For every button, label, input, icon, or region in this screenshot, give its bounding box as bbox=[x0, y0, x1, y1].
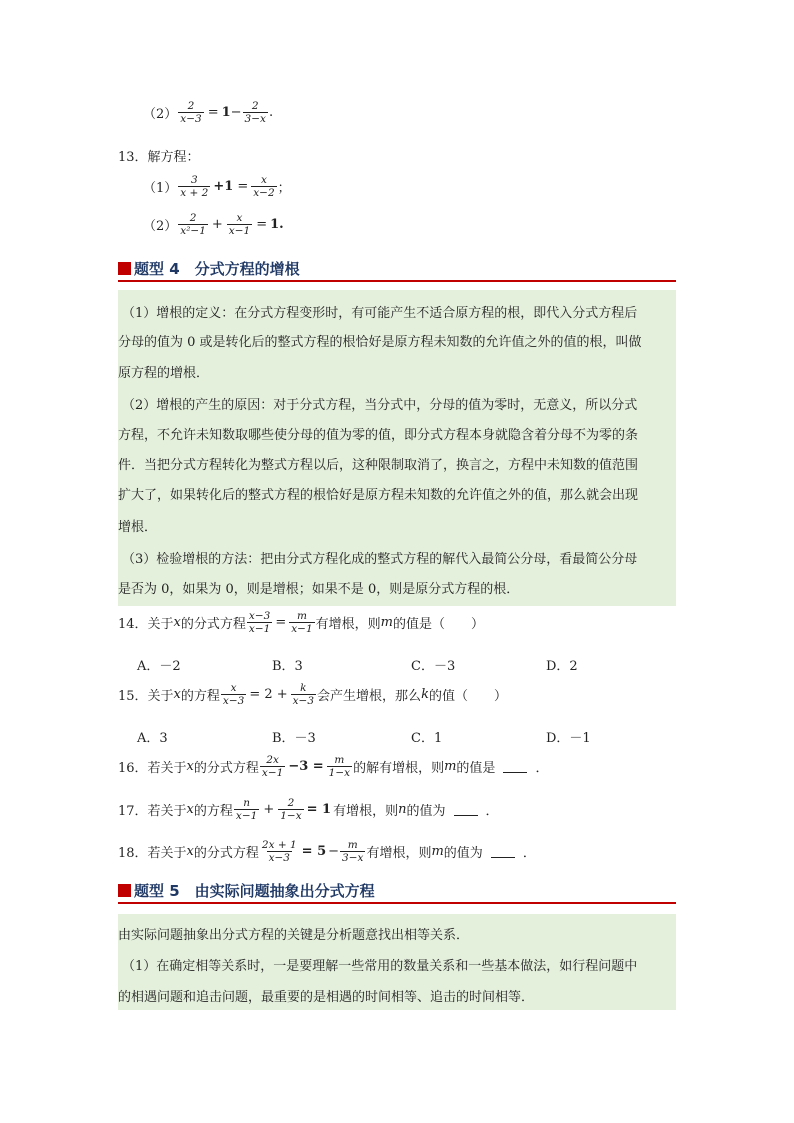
equals-one: = 1 bbox=[306, 802, 332, 818]
q13-part2-label: （2） bbox=[143, 219, 178, 235]
fraction-denominator: x²−1 bbox=[180, 225, 206, 238]
fraction-numerator: n bbox=[243, 797, 250, 809]
minus-three-equals: −3 = bbox=[288, 759, 324, 775]
question-16 bbox=[118, 754, 548, 779]
equals-sign: = bbox=[237, 179, 249, 195]
equals-two-plus: = 2 + bbox=[249, 687, 288, 703]
box-line: 分母的值为 0 或是转化后的整式方程的根恰好是原方程未知数的允许值之外的值的根，叫做 bbox=[118, 335, 642, 350]
box-line: 扩大了，如果转化后的整式方程的根恰好是原方程未知数的允许值之外的值，那么就会出现 bbox=[118, 488, 639, 503]
q15-text: 会产生增根，那么 bbox=[317, 689, 422, 705]
fraction-numerator: 2 bbox=[287, 797, 295, 809]
equals-five: = 5 bbox=[301, 844, 327, 860]
q15-fraction-1 bbox=[221, 682, 246, 707]
semicolon: ； bbox=[277, 181, 291, 197]
q15-text: 15．关于 bbox=[118, 689, 174, 705]
section-5-header bbox=[118, 880, 676, 904]
plus-sign: + bbox=[263, 802, 275, 818]
q18-fraction-2 bbox=[340, 839, 365, 864]
q16-text: 的解有增根，则 bbox=[353, 761, 445, 777]
q12-fraction-right bbox=[243, 100, 268, 125]
section-4-title: 题型 4 分式方程的增根 bbox=[134, 260, 300, 278]
period: ． bbox=[522, 846, 536, 862]
q14-fraction-1 bbox=[247, 610, 272, 635]
fraction-numerator: 2x bbox=[266, 754, 279, 766]
period: ． bbox=[485, 804, 499, 820]
question-17 bbox=[118, 797, 499, 822]
period: . bbox=[279, 217, 284, 233]
question-13-title: 13．解方程： bbox=[118, 150, 200, 165]
q15-option-c[interactable]: C．1 bbox=[411, 731, 443, 746]
period: . bbox=[268, 105, 274, 121]
q18-text: 的分式方程 bbox=[193, 846, 259, 862]
fraction-denominator: 3−x bbox=[244, 113, 266, 126]
q14-text: 有增根，则 bbox=[315, 617, 381, 633]
box-line: （3）检验增根的方法：把由分式方程化成的整式方程的解代入最简公分母，看最简公分母 bbox=[122, 552, 638, 567]
red-square-icon bbox=[118, 884, 131, 897]
var-x: x bbox=[186, 802, 194, 818]
q17-text: 有增根，则 bbox=[333, 804, 399, 820]
answer-blank[interactable] bbox=[503, 760, 527, 773]
fraction-denominator: x−1 bbox=[261, 767, 284, 780]
fraction-numerator: x−3 bbox=[248, 610, 271, 622]
var-x: x bbox=[186, 844, 194, 860]
fraction-denominator: 1−x bbox=[280, 810, 302, 823]
q13-part1 bbox=[143, 174, 291, 199]
q15-option-a[interactable]: A．3 bbox=[137, 731, 168, 746]
section-5-explanation-box bbox=[118, 914, 676, 1010]
box-line: 原方程的增根． bbox=[118, 366, 210, 381]
equals-sign: = bbox=[207, 105, 219, 121]
q15-option-d[interactable]: D．－1 bbox=[546, 731, 591, 746]
q14-fraction-2 bbox=[289, 610, 314, 635]
q14-text: 14．关于 bbox=[118, 617, 174, 633]
fraction-denominator: 3−x bbox=[342, 852, 364, 865]
var-k: k bbox=[421, 687, 429, 703]
q14-option-b[interactable]: B．3 bbox=[272, 659, 303, 674]
q13p2-fraction-1 bbox=[178, 212, 208, 237]
q14-option-a[interactable]: A．－2 bbox=[137, 659, 181, 674]
q18-text: 有增根，则 bbox=[366, 846, 432, 862]
fraction-numerator: m bbox=[296, 610, 307, 622]
var-x: x bbox=[186, 759, 194, 775]
var-m: m bbox=[380, 615, 393, 631]
q14-option-c[interactable]: C．－3 bbox=[411, 659, 456, 674]
equals-sign: = bbox=[256, 217, 268, 233]
q18-text: 的值为 bbox=[443, 846, 483, 862]
plus-sign: + bbox=[211, 217, 223, 233]
var-m: m bbox=[431, 844, 444, 860]
answer-blank[interactable] bbox=[454, 803, 478, 816]
q13p1-fraction-2 bbox=[251, 174, 276, 199]
q16-fraction-1 bbox=[260, 754, 285, 779]
fraction-numerator: m bbox=[347, 839, 358, 851]
number-one: 1 bbox=[221, 105, 231, 121]
q17-text: 的方程 bbox=[193, 804, 233, 820]
q18-text: 18．若关于 bbox=[118, 846, 187, 862]
fraction-denominator: x−3 bbox=[292, 695, 315, 708]
equals-sign: = bbox=[275, 615, 287, 631]
q12-fraction-left bbox=[178, 100, 203, 125]
var-n: n bbox=[398, 802, 407, 818]
var-m: m bbox=[444, 759, 457, 775]
q18-fraction-1 bbox=[260, 839, 299, 864]
q13p2-fraction-2 bbox=[227, 212, 252, 237]
var-x: x bbox=[173, 615, 181, 631]
fraction-numerator: k bbox=[300, 682, 307, 694]
answer-blank[interactable] bbox=[491, 845, 515, 858]
var-x: x bbox=[173, 687, 181, 703]
minus-sign: − bbox=[328, 844, 340, 860]
q16-fraction-2 bbox=[327, 754, 352, 779]
question-15 bbox=[118, 682, 507, 707]
red-square-icon bbox=[118, 262, 131, 275]
fraction-numerator: 2x + 1 bbox=[261, 839, 297, 851]
box-line: （2）增根的产生的原因：对于分式方程，当分式中，分母的值为零时，无意义，所以分式 bbox=[122, 398, 638, 413]
fraction-denominator: x−3 bbox=[268, 852, 290, 865]
fraction-numerator: 2 bbox=[189, 212, 197, 224]
box-line: 的相遇问题和追击问题，最重要的是相遇的时间相等、追击的时间相等． bbox=[118, 990, 535, 1005]
q13-part1-label: （1） bbox=[143, 181, 178, 197]
q12-part2 bbox=[143, 100, 273, 125]
fraction-denominator: x + 2 bbox=[180, 187, 209, 200]
q14-option-d[interactable]: D．2 bbox=[546, 659, 578, 674]
box-line: 件．当把分式方程转化为整式方程以后，这种限制取消了，换言之，方程中未知数的值范围 bbox=[118, 458, 639, 473]
minus-sign: − bbox=[230, 105, 242, 121]
q15-fraction-2 bbox=[291, 682, 316, 707]
box-line: （1）在确定相等关系时，一是要理解一些常用的数量关系和一些基本做法，如行程问题中 bbox=[122, 959, 638, 974]
section-5-title: 题型 5 由实际问题抽象出分式方程 bbox=[134, 882, 375, 900]
plus-one: +1 bbox=[213, 179, 234, 195]
q15-option-b[interactable]: B．－3 bbox=[272, 731, 316, 746]
fraction-denominator: x−1 bbox=[291, 623, 313, 636]
box-line: 是否为 0，如果为 0，则是增根；如果不是 0，则是原分式方程的根． bbox=[118, 582, 520, 597]
q14-text: 的值是（ ） bbox=[392, 617, 484, 633]
q14-text: 的分式方程 bbox=[180, 617, 246, 633]
fraction-denominator: x−1 bbox=[248, 623, 271, 636]
box-line: 由实际问题抽象出分式方程的关键是分析题意找出相等关系． bbox=[118, 928, 470, 943]
fraction-numerator: m bbox=[334, 754, 345, 766]
question-14 bbox=[118, 610, 484, 635]
fraction-numerator: 3 bbox=[190, 174, 198, 186]
box-line: （1）增根的定义：在分式方程变形时，有可能产生不适合原方程的根，即代入分式方程后 bbox=[122, 306, 638, 321]
section-4-explanation-box bbox=[118, 290, 676, 606]
q13p1-fraction-1 bbox=[178, 174, 210, 199]
q15-text: 的方程 bbox=[180, 689, 220, 705]
q13-title bbox=[118, 146, 200, 165]
number-one: 1 bbox=[270, 217, 280, 233]
fraction-denominator: 1−x bbox=[328, 767, 351, 780]
q17-fraction-2 bbox=[278, 797, 303, 822]
q16-text: 的分式方程 bbox=[193, 761, 259, 777]
q17-fraction-1 bbox=[234, 797, 259, 822]
box-line: 增根． bbox=[118, 520, 158, 535]
box-line: 方程，不允许未知数取哪些使分母的值为零的值，即分式方程本身就隐含着分母不为零的条 bbox=[118, 428, 639, 443]
q17-text: 的值为 bbox=[406, 804, 446, 820]
fraction-denominator: x−2 bbox=[253, 187, 275, 200]
section-4-header bbox=[118, 258, 676, 282]
fraction-denominator: x−1 bbox=[235, 810, 258, 823]
fraction-numerator: x bbox=[236, 212, 243, 224]
fraction-numerator: x bbox=[260, 174, 267, 186]
fraction-denominator: x−3 bbox=[180, 113, 202, 126]
period: ． bbox=[535, 761, 549, 777]
q15-text: 的值（ ） bbox=[428, 689, 507, 705]
fraction-denominator: x−1 bbox=[228, 225, 251, 238]
q16-text: 的值是 bbox=[456, 761, 496, 777]
fraction-numerator: 2 bbox=[187, 100, 195, 112]
question-18 bbox=[118, 839, 536, 864]
fraction-denominator: x−3 bbox=[222, 695, 245, 708]
q12-part2-label: （2） bbox=[143, 107, 178, 123]
q17-text: 17．若关于 bbox=[118, 804, 187, 820]
q16-text: 16．若关于 bbox=[118, 761, 187, 777]
fraction-numerator: 2 bbox=[251, 100, 259, 112]
fraction-numerator: x bbox=[230, 682, 237, 694]
q13-part2 bbox=[143, 212, 284, 237]
